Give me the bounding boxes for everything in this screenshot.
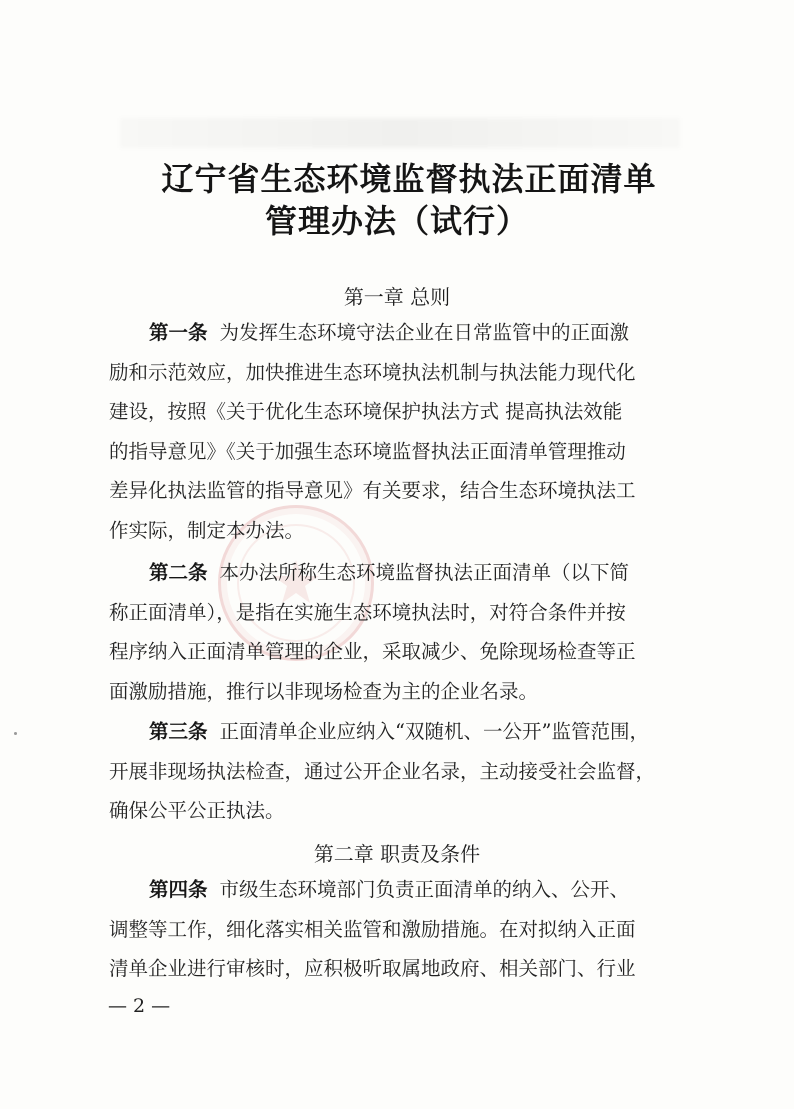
article-1-line-6: 作实际，制定本办法。 xyxy=(109,518,305,542)
article-1 xyxy=(109,313,689,550)
article-1-line-2: 励和示范效应，加快推进生态环境执法机制与执法能力现代化 xyxy=(109,360,636,384)
article-4-line-3: 清单企业进行审核时，应积极听取属地政府、相关部门、行业 xyxy=(109,957,636,980)
article-4-line-2: 调整等工作，细化落实相关监管和激励措施。在对拟纳入正面 xyxy=(109,917,636,941)
article-1-line-3: 建设，按照《关于优化生态环境保护执法方式 提高执法效能 xyxy=(109,400,623,423)
article-2 xyxy=(109,553,689,711)
chapter-heading-2: 第二章 职责及条件 xyxy=(313,842,481,866)
article-3-line-3: 确保公平公正执法。 xyxy=(109,799,285,822)
article-2-line-4: 面激励措施，推行以非现场检查为主的企业名录。 xyxy=(109,679,539,703)
article-1-line-5: 差异化执法监管的指导意见》有关要求，结合生态环境执法工 xyxy=(109,479,636,502)
document-title-line2: 管理办法（试行） xyxy=(264,202,529,240)
article-2-line-3: 程序纳入正面清单管理的企业，采取减少、免除现场检查等正 xyxy=(109,640,636,663)
article-3 xyxy=(109,712,689,831)
article-3-line-1: 第三条 正面清单企业应纳入“双随机、一公开”监管范围， xyxy=(149,720,649,743)
article-1-line-4: 的指导意见》《关于加强生态环境监督执法正面清单管理推动 xyxy=(109,439,626,463)
scan-speck xyxy=(14,732,17,735)
article-3-label: 第三条 xyxy=(149,720,208,743)
article-2-line-2: 称正面清单），是指在实施生态环境执法时，对符合条件并按 xyxy=(109,600,626,624)
document-title-line1: 辽宁省生态环境监督执法正面清单 xyxy=(161,160,657,198)
article-4-label: 第四条 xyxy=(149,878,208,901)
article-2-line-1: 第二条 本办法所称生态环境监督执法正面清单（以下简 xyxy=(149,561,630,584)
article-2-label: 第二条 xyxy=(149,561,208,584)
bleed-through-header xyxy=(120,118,680,148)
article-1-label: 第一条 xyxy=(149,321,208,344)
page-number: — 2 — xyxy=(108,995,171,1017)
article-4 xyxy=(109,870,689,989)
article-4-line-1: 第四条 市级生态环境部门负责正面清单的纳入、公开、 xyxy=(149,878,630,901)
article-1-line-1: 第一条 为发挥生态环境守法企业在日常监管中的正面激 xyxy=(149,321,630,344)
article-3-line-2: 开展非现场执法检查，通过公开企业名录，主动接受社会监督， xyxy=(109,759,656,783)
chapter-heading-1: 第一章 总则 xyxy=(343,285,451,309)
